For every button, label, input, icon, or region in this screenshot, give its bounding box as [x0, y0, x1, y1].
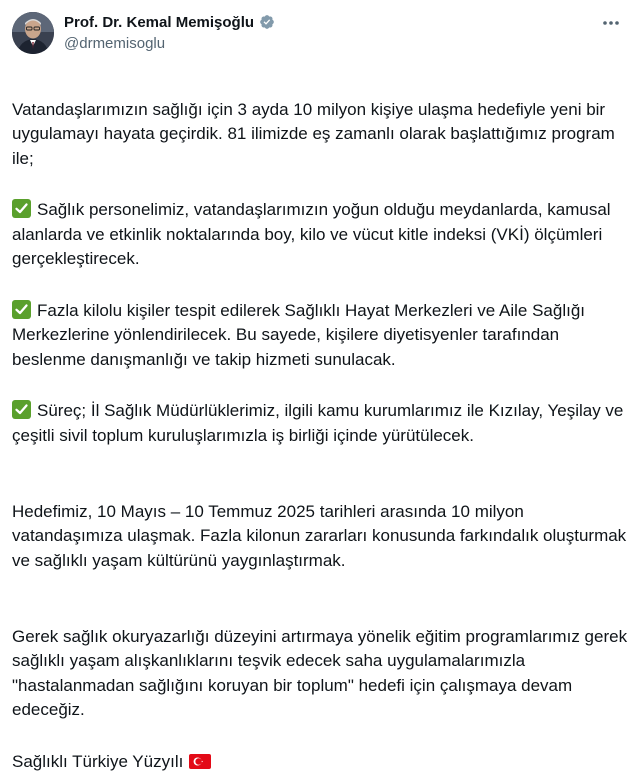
paragraph-intro — [12, 73, 628, 171]
paragraph-closing — [12, 750, 628, 775]
more-options-button[interactable] — [600, 14, 622, 32]
paragraph-text: Sağlıklı Türkiye Yüzyılı — [12, 751, 184, 771]
author-display-name[interactable]: Prof. Dr. Kemal Memişoğlu — [64, 13, 255, 31]
author-handle[interactable]: @drmemisoglu — [64, 35, 166, 52]
tweet-text — [12, 73, 628, 774]
paragraph-education — [12, 600, 628, 723]
name-row — [64, 12, 275, 32]
paragraph-text: Süreç; İl Sağlık Müdürlüklerimiz, ilgili kamu kurumlarımız ile Kızılay, Yeşilay ve çeşitli sivil toplum kuruluşlarımızla iş birliği içinde yürütülecek. — [12, 401, 624, 445]
paragraph-text: Fazla kilolu kişiler tespit edilerek Sağlıklı Hayat Merkezleri ve Aile Sağlığı Merkezlerine yönlendirilecek. Bu sayede, kişilere diyetisyenler tarafından beslenme danışmanlığı ve takip hizmeti sunulacak. — [12, 300, 586, 369]
paragraph-goal — [12, 475, 628, 573]
turkey-flag-icon — [189, 752, 211, 767]
avatar[interactable] — [12, 12, 54, 54]
paragraph-text: Hedefimiz, 10 Mayıs – 10 Temmuz 2025 tarihleri arasında 10 milyon vatandaşımıza ulaşmak. Fazla kilonun zararları konusunda farkındalık oluşturmak ve sağlıklı yaşam kültürünü yaygınlaştırmak. — [12, 501, 627, 570]
check-mark-icon — [12, 199, 31, 218]
paragraph-text: Sağlık personelimiz, vatandaşlarımızın yoğun olduğu meydanlarda, kamusal alanlarda ve etkinlik noktalarında boy, kilo ve vücut kitle indeksi (VKİ) ölçümleri gerçekleştirecek. — [12, 200, 611, 268]
paragraph-bullet-process — [12, 399, 628, 448]
more-dots-icon — [602, 20, 620, 26]
paragraph-bullet-measurements — [12, 198, 628, 272]
tweet-header — [12, 8, 628, 58]
paragraph-text: Gerek sağlık okuryazarlığı düzeyini artırmaya yönelik eğitim programlarımız gerek sağlıklı yaşam alışkanlıklarını teşvik edecek saha uygulamalarımızla "hastalanmadan sağlığını koruyan bir toplum" hedefi için çalışmaya devam edeceğiz. — [12, 626, 628, 719]
paragraph-bullet-referral — [12, 299, 628, 373]
author-info — [64, 12, 275, 52]
verified-badge-icon[interactable] — [259, 14, 275, 30]
avatar-portrait-icon — [12, 12, 54, 54]
check-mark-icon — [12, 400, 31, 419]
check-mark-icon — [12, 300, 31, 319]
paragraph-text: Vatandaşlarımızın sağlığı için 3 ayda 10 milyon kişiye ulaşma hedefiyle yeni bir uygulamayı hayata geçirdik. 81 ilimizde eş zamanlı olarak başlattığımız program ile; — [12, 99, 615, 168]
